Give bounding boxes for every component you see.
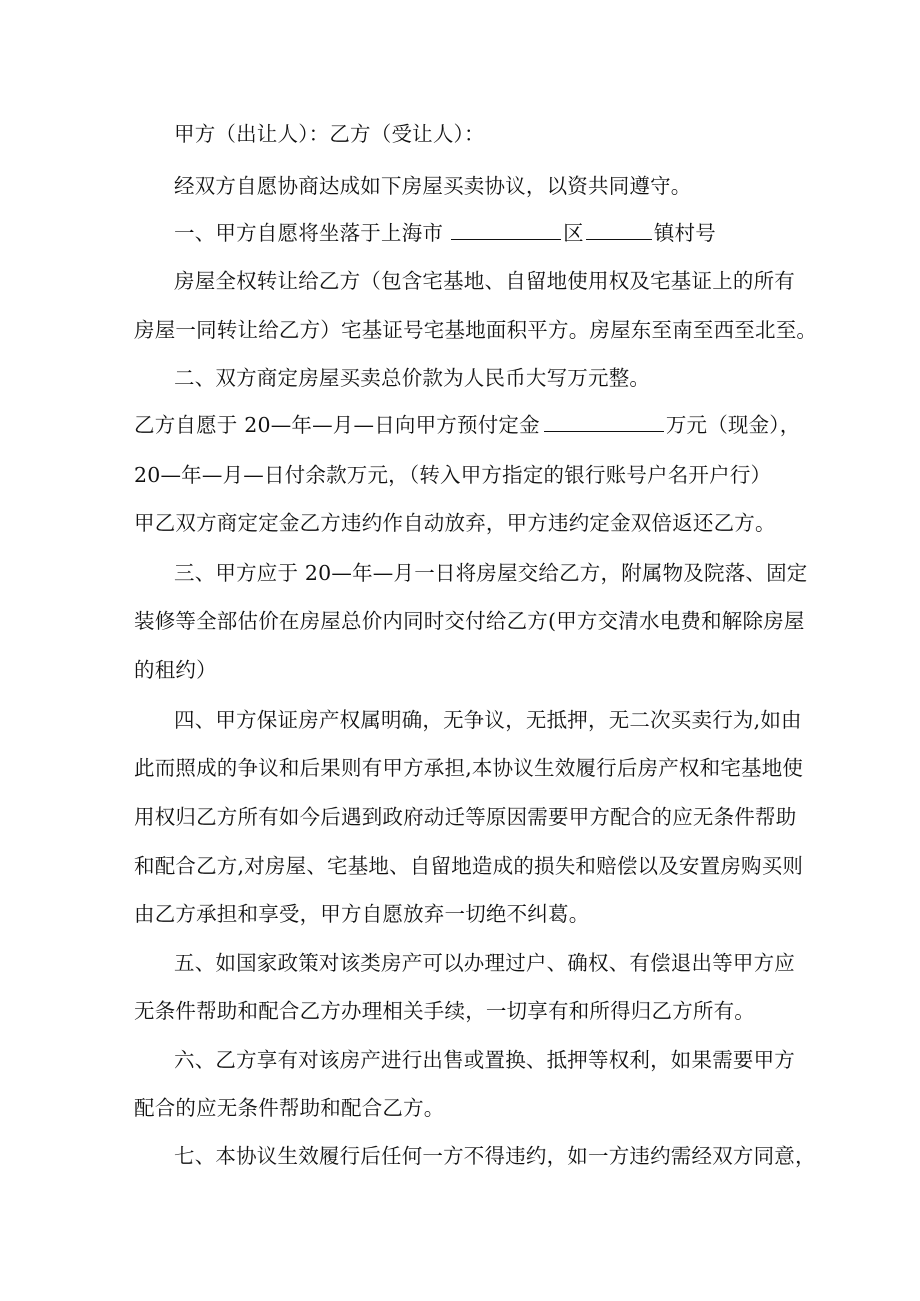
clause-1-line-3: 房屋一同转让给乙方）宅基证号宅基地面积平方。房屋东至南至西至北至。 <box>134 318 818 342</box>
town-label: 镇村号 <box>653 221 716 245</box>
clause-2-line-1: 二、双方商定房屋买卖总价款为人民币大写万元整。 <box>174 366 651 390</box>
district-blank <box>451 221 561 240</box>
clause-3-line-1: 三、甲方应于 20—年—月一日将房屋交给乙方，附属物及院落、固定 <box>174 561 808 585</box>
clause-4-line-1: 四、甲方保证房产权属明确，无争议，无抵押，无二次买卖行为,如由 <box>174 708 802 732</box>
clause-1-line-2: 房屋全权转让给乙方（包含宅基地、自留地使用权及宅基证上的所有 <box>174 269 795 293</box>
clause-3-line-3: 的租约） <box>134 658 217 682</box>
parties-line: 甲方（出让人）：乙方（受让人）： <box>174 122 485 146</box>
clause-2-line-4: 甲乙双方商定定金乙方违约作自动放弃，甲方违约定金双倍返还乙方。 <box>134 511 776 535</box>
clause-4-line-5: 由乙方承担和享受，甲方自愿放弃一切绝不纠葛。 <box>134 902 590 926</box>
deposit-unit-text: 万元（现金）， <box>665 413 801 437</box>
clause-4-line-3: 用权归乙方所有如今后遇到政府动迁等原因需要甲方配合的应无条件帮助 <box>134 805 797 829</box>
deposit-text: 乙方自愿于 20—年—月—日向甲方预付定金 <box>134 413 540 437</box>
clause-2-line-2 <box>134 411 814 439</box>
clause-1-line-1 <box>174 219 814 247</box>
clause-6-line-1: 六、乙方享有对该房产进行出售或置换、抵押等权利，如果需要甲方 <box>174 1048 795 1072</box>
clause-3-line-2: 装修等全部估价在房屋总价内同时交付给乙方(甲方交清水电费和解除房屋 <box>134 609 805 633</box>
district-label: 区 <box>563 221 584 245</box>
clause-2-line-3: 20—年—月—日付余款万元，（转入甲方指定的银行账号户名开户行） <box>134 463 772 487</box>
town-blank <box>586 221 652 240</box>
clause-7-line-1: 七、本协议生效履行后任何一方不得违约，如一方违约需经双方同意， <box>174 1144 816 1168</box>
deposit-blank <box>544 413 664 432</box>
clause-6-line-2: 配合的应无条件帮助和配合乙方。 <box>134 1096 445 1120</box>
clause-4-line-4: 和配合乙方,对房屋、宅基地、自留地造成的损失和赔偿以及安置房购买则 <box>134 854 804 878</box>
clause-4-line-2: 此而照成的争议和后果则有甲方承担,本协议生效履行后房产权和宅基地使 <box>134 756 804 780</box>
clause-5-line-2: 无条件帮助和配合乙方办理相关手续，一切享有和所得归乙方所有。 <box>134 999 755 1023</box>
intro-paragraph: 经双方自愿协商达成如下房屋买卖协议，以资共同遵守。 <box>174 174 692 198</box>
clause-1-location-text: 一、甲方自愿将坐落于上海市 <box>174 221 444 245</box>
clause-5-line-1: 五、如国家政策对该类房产可以办理过户、确权、有偿退出等甲方应 <box>174 951 795 975</box>
